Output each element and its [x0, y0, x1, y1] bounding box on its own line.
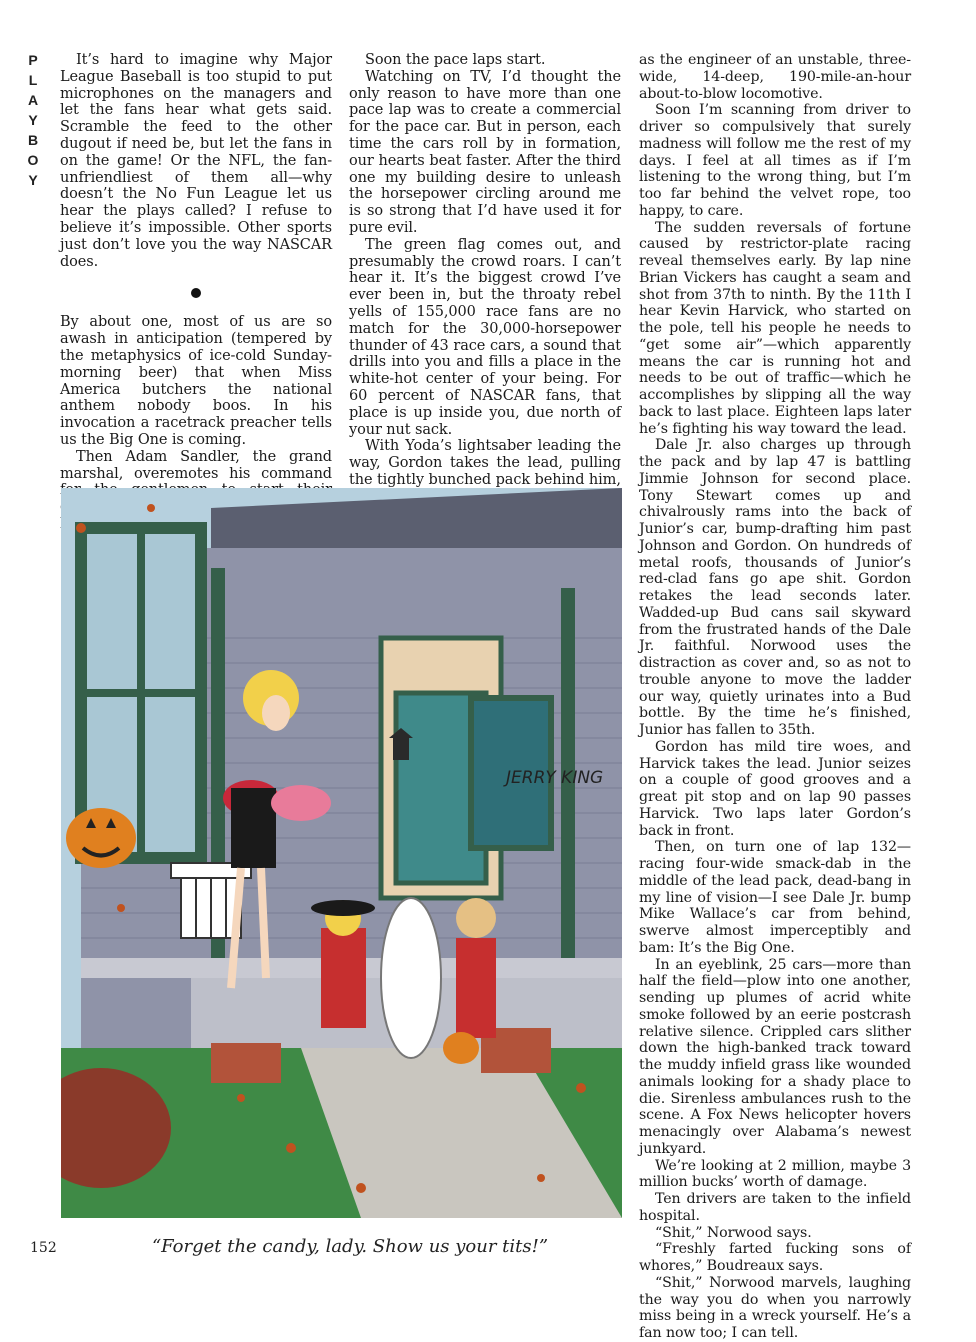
page-number: 152 — [30, 1240, 57, 1256]
paragraph: Dale Jr. also charges up through the pack and by lap 47 is battling Jimmie Johnson for second place. Tony Stewart comes up and chivalrously rams into the back of Junior’s car, bump-drafting him past Johnson and Gordon. On hundreds of metal roofs, thousands of Junior’s red-clad fans go ape shit. Gordon retakes the lead seconds later. Wadded-up Bud cans sail skyward from the frustrated hands of the Dale Jr. faithful. Norwood uses the distraction as cover and, so as not to trouble anyone to move the ladder our way, quietly urinates into a Bud bottle. By the time he’s finished, Junior has fallen to 35th. — [639, 437, 911, 738]
section-bullet — [191, 288, 201, 298]
paragraph: Then Adam Sandler, the grand marshal, overemotes his command — [60, 448, 332, 482]
magazine-side-label — [22, 50, 44, 190]
cartoon-caption: “Forget the candy, lady. Show us your tits!” — [151, 1236, 549, 1257]
column-3 — [639, 52, 911, 1342]
paragraph: We’re looking at 2 million, maybe 3 million bucks’ worth of damage. — [639, 1157, 911, 1191]
paragraph: Gordon has mild tire woes, and Harvick takes the lead. Junior seizes on a couple of good grooves and a great pit stop and on lap 90 passes Harvick. Two laps later Gordon’s back in front. — [639, 738, 911, 839]
paragraph: Soon the pace laps start. — [365, 52, 546, 68]
column-1 — [60, 52, 332, 533]
paragraph: as the engineer of an unstable, three-wide, 14-deep, 190-mile-an-hour about-to-blow locomotive. — [639, 52, 911, 102]
paragraph: The green flag comes out, and presumably the crowd roars. I can’t hear it. It’s the biggest crowd I’ve ever been in, but the throaty rebel yells of 155,000 race fans are no match for the 30,000-horsepower thunder of 43 race cars, a sound that drills into you and fills a place in the white-hot center of your being. For 60 percent of NASCAR fans, that place is up inside you, due north of your nut sack. — [349, 236, 621, 438]
side-label-letter: A — [27, 92, 39, 108]
paragraph: “Shit,” Norwood says. — [655, 1224, 812, 1241]
side-label-letter: L — [28, 72, 38, 88]
paragraph: The sudden reversals of fortune caused by restrictor-plate racing reveal themselves early. By lap nine Brian Vickers has caught a seam and shot from 37th to ninth. By the 11th I hear Kevin Harvick, who started on the pole, tell his people he needs to “get some air”—which apparently means the car is running hot and needs to be out of traffic—which he accomplishes by slipping all the way back to last place. Eighteen laps later he’s fighting his way toward the lead. — [639, 219, 911, 437]
cartoon-signature: JERRY KING — [506, 768, 604, 788]
side-label-letter: Y — [28, 172, 38, 188]
paragraph: By about one, most of us are so awash in anticipation (tempered by the metaphysics of ice-cold Sunday-morning beer) that when Miss America butchers the national anthem nobody boos. In his invocation a racetrack preacher tells us the Big One is coming. — [60, 314, 332, 448]
column-2 — [349, 52, 621, 489]
paragraph: Then, on turn one of lap 132—racing four-wide smack-dab in the middle of the lead pack, dead-bang in my line of vision—I see Dale Jr. bump Mike Wallace’s car from behind, swerve almost imperceptibly and bam: It’s the Big One. — [639, 839, 911, 956]
paragraph: It’s hard to imagine why Major League Baseball is too stupid to put microphones on the managers and let the fans hear what gets said. Scramble the feed to the other dugout if need be, but let the fans in on the game! Or the NFL, the fan-unfriendliest of them all—why doesn’t the No Fun League let us hear the plays called? I refuse to believe it’s impossible. Other sports just don’t love you the way NASCAR does. — [60, 52, 332, 270]
paragraph: “Shit,” Norwood marvels, laughing the way you do when you narrowly miss being in a wreck yourself. He’s a fan now too; I can tell. — [639, 1274, 911, 1341]
paragraph: Soon I’m scanning from driver to driver so compulsively that surely madness will follow me the rest of my days. I feel at all times as if I’m listening to the wrong thing, but I’m too far behind the velvet rope, too happy, to care. — [639, 102, 911, 219]
paragraph: Ten drivers are taken to the infield hospital. — [639, 1191, 911, 1224]
side-label-letter: P — [28, 52, 38, 68]
paragraph: “Freshly farted fucking sons of whores,” Boudreaux says. — [639, 1241, 911, 1274]
side-label-letter: O — [27, 152, 39, 168]
paragraph: In an eyeblink, 25 cars—more than half the field—plow into one another, sending up plumes of acrid white smoke followed by an eerie postcrash relative silence. Crippled cars slither down the high-banked track toward the muddy infield grass like wounded animals looking for a shady place to die. Sirenless ambulances rush to the scene. A Fox News helicopter hovers menacingly over Alabama’s newest junkyard. — [639, 956, 911, 1157]
halloween-cartoon — [61, 488, 622, 1218]
side-label-letter: Y — [28, 112, 38, 128]
side-label-letter: B — [27, 132, 39, 148]
paragraph: Watching on TV, I’d thought the only reason to have more than one pace lap was to create a commercial for the pace car. But in person, each time the cars roll by in formation, our hearts beat faster. After the third one my building desire to unleash the horsepower circling around me is so strong that I’d have used it for pure evil. — [349, 68, 621, 236]
paragraph: With Yoda’s lightsaber leading the way, Gordon takes the lead, pulling the tightly bunched pack behind him, — [349, 438, 621, 488]
